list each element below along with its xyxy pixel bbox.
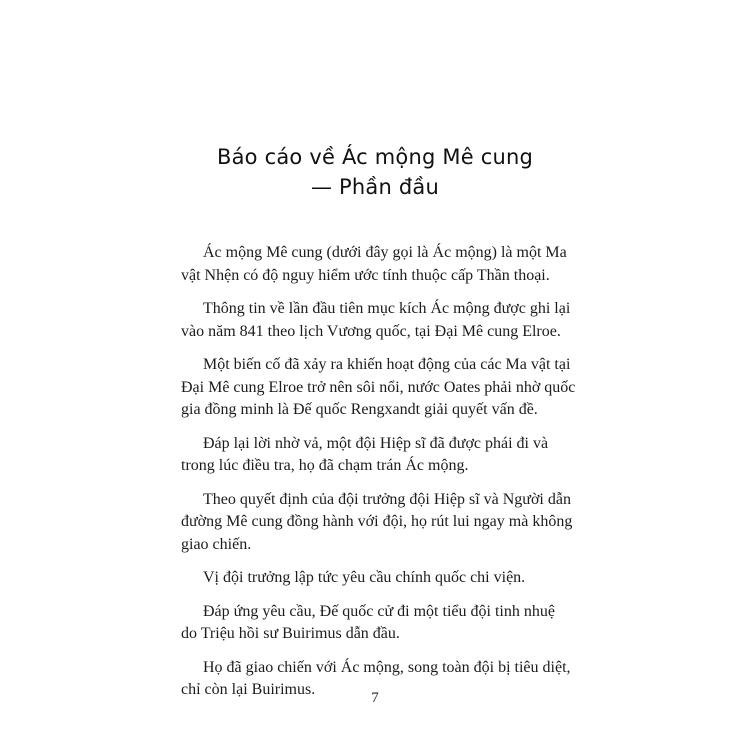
paragraph: [181, 567, 576, 590]
text-line: gia đồng minh là Đế quốc Rengxandt giải quyết vấn đề.: [181, 401, 538, 418]
text-line: giao chiến.: [181, 535, 252, 553]
paragraph: [181, 489, 576, 557]
text-line: Ác mộng Mê cung (dưới đây gọi là Ác mộng) là một Ma: [203, 244, 567, 261]
paragraph: [181, 354, 576, 422]
text-line: vật Nhện có độ nguy hiểm ước tính thuộc cấp Thần thoại.: [181, 266, 550, 284]
chapter-title: [0, 142, 750, 202]
text-line: trong lúc điều tra, họ đã chạm trán Ác mộng.: [181, 457, 469, 474]
text-line: Thông tin về lần đầu tiên mục kích Ác mộng được ghi lại: [203, 300, 571, 317]
text-line: Họ đã giao chiến với Ác mộng, song toàn đội bị tiêu diệt,: [203, 658, 571, 676]
text-line: Một biến cố đã xảy ra khiến hoạt động của các Ma vật tại: [203, 356, 571, 373]
text-line: đường Mê cung đồng hành với đội, họ rút lui ngay mà không: [181, 513, 573, 530]
text-line: Vị đội trưởng lập tức yêu cầu chính quốc chi viện.: [203, 569, 526, 586]
text-line: vào năm 841 theo lịch Vương quốc, tại Đại Mê cung Elroe.: [181, 322, 561, 340]
text-line: chỉ còn lại Buirimus.: [181, 681, 316, 698]
text-line: do Triệu hồi sư Buirimus dẫn đầu.: [181, 625, 400, 642]
paragraph: [181, 433, 576, 478]
chapter-title-line-2: — Phần đầu: [310, 175, 439, 199]
text-line: Đáp lại lời nhờ vả, một đội Hiệp sĩ đã được phái đi và: [203, 434, 549, 452]
text-line: Theo quyết định của đội trưởng đội Hiệp sĩ và Người dẫn: [203, 490, 571, 508]
text-line: Đáp ứng yêu cầu, Đế quốc cử đi một tiểu đội tinh nhuệ: [203, 602, 555, 620]
text-line: Đại Mê cung Elroe trở nên sôi nổi, nước Oates phải nhờ quốc: [181, 378, 576, 396]
paragraph: [181, 601, 576, 646]
paragraph: [181, 242, 576, 287]
page-number: 7: [371, 690, 379, 706]
body-text: [181, 242, 576, 713]
paragraph: [181, 298, 576, 343]
chapter-title-line-1: Báo cáo về Ác mộng Mê cung: [216, 145, 533, 169]
